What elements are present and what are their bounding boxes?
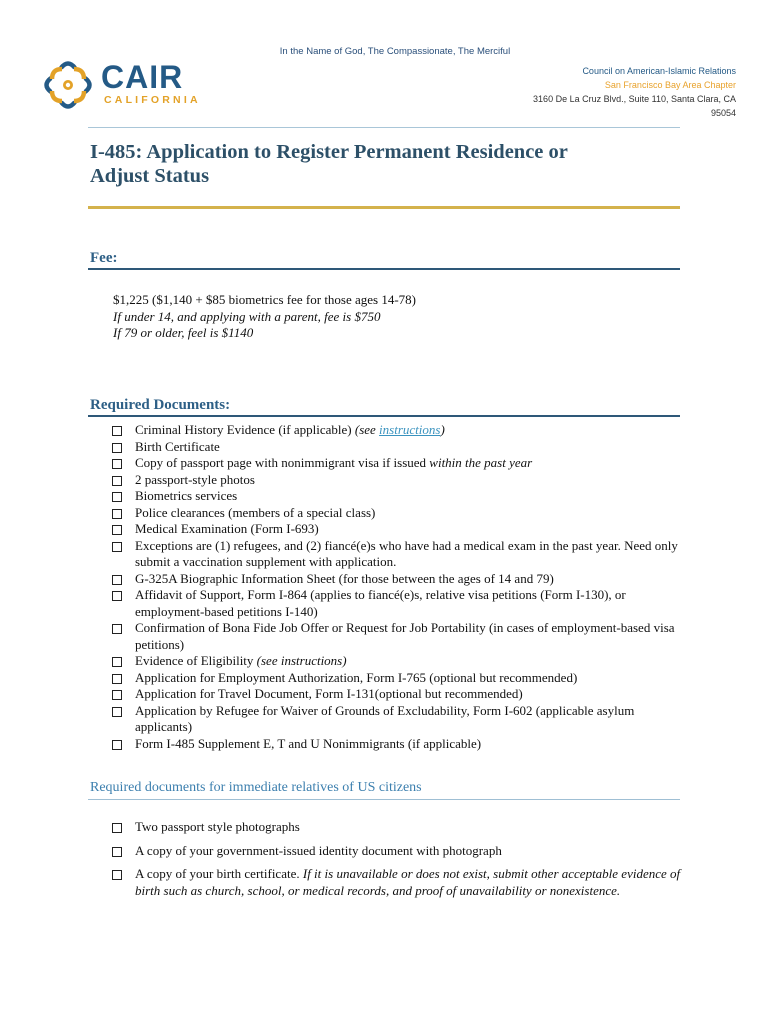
checkbox-icon[interactable] [112, 492, 122, 502]
list-item: Evidence of Eligibility (see instructions) [112, 653, 682, 670]
checkbox-icon[interactable] [112, 657, 122, 667]
org-info [533, 64, 736, 120]
org-address-line1: 3160 De La Cruz Blvd., Suite 110, Santa Clara, CA [533, 94, 736, 104]
org-address-line2: 95054 [710, 108, 736, 118]
checkbox-icon[interactable] [112, 847, 122, 857]
required-documents-heading: Required Documents: [90, 397, 231, 413]
list-item: Application by Refugee for Waiver of Grounds of Excludability, Form I-602 (applicable asylum applicants) [112, 703, 682, 736]
fee-heading: Fee: [90, 250, 118, 266]
cair-logo [44, 58, 204, 110]
logo-wordmark: CAIR [101, 59, 184, 95]
list-item: Application for Employment Authorization, Form I-765 (optional but recommended) [112, 670, 682, 687]
checkbox-icon[interactable] [112, 575, 122, 585]
checkbox-icon[interactable] [112, 459, 122, 469]
list-item: Birth Certificate [112, 439, 682, 456]
checkbox-icon[interactable] [112, 476, 122, 486]
header-divider [88, 127, 680, 128]
org-name: Council on American-Islamic Relations [582, 66, 736, 76]
checkbox-icon[interactable] [112, 509, 122, 519]
list-item: Form I-485 Supplement E, T and U Nonimmigrants (if applicable) [112, 736, 682, 753]
list-item: Medical Examination (Form I-693) [112, 521, 682, 538]
checkbox-icon[interactable] [112, 525, 122, 535]
list-item: Application for Travel Document, Form I-131(optional but recommended) [112, 686, 682, 703]
fee-heading-rule [88, 268, 680, 270]
relatives-heading: Required documents for immediate relatives of US citizens [90, 780, 422, 795]
fee-under-14: If under 14, and applying with a parent, fee is $750 [113, 308, 381, 324]
list-item: A copy of your birth certificate. If it is unavailable or does not exist, submit other acceptable evidence of birth such as church, school, or medical records, and proof of unavailability or nonexistence. [112, 866, 682, 899]
checkbox-icon[interactable] [112, 690, 122, 700]
list-item: Exceptions are (1) refugees, and (2) fiancé(e)s who have had a medical exam in the past year. Need only submit a vaccination supplement with application. [112, 538, 682, 571]
checkbox-icon[interactable] [112, 740, 122, 750]
checkbox-icon[interactable] [112, 674, 122, 684]
relatives-heading-rule [88, 799, 680, 800]
instructions-link[interactable]: instructions [379, 422, 441, 437]
motto: In the Name of God, The Compassionate, The Merciful [279, 46, 511, 57]
title-divider [88, 206, 680, 209]
list-item: A copy of your government-issued identity document with photograph [112, 843, 682, 860]
title-line1: I-485: Application to Register Permanent Residence or [90, 141, 568, 163]
checkbox-icon[interactable] [112, 542, 122, 552]
list-item: Confirmation of Bona Fide Job Offer or Request for Job Portability (in cases of employment-based visa petitions) [112, 620, 682, 653]
list-item: Police clearances (members of a special class) [112, 505, 682, 522]
checkbox-icon[interactable] [112, 426, 122, 436]
org-chapter: San Francisco Bay Area Chapter [604, 80, 736, 90]
page-title [90, 140, 650, 188]
list-item: Copy of passport page with nonimmigrant visa if issued within the past year [112, 455, 682, 472]
logo-subtitle: CALIFORNIA [104, 94, 201, 106]
list-item: Affidavit of Support, Form I-864 (applies to fiancé(e)s, relative visa petitions (Form I-130), or employment-based petitions I-140) [112, 587, 682, 620]
relatives-documents-list [112, 819, 682, 906]
fee-over-79: If 79 or older, feel is $1140 [113, 325, 254, 340]
title-line2: Adjust Status [90, 165, 210, 187]
cair-star-icon [44, 58, 94, 110]
list-item: Biometrics services [112, 488, 682, 505]
required-documents-list [112, 422, 682, 752]
fee-main: $1,225 ($1,140 + $85 biometrics fee for those ages 14-78) [113, 292, 417, 307]
checkbox-icon[interactable] [112, 443, 122, 453]
checkbox-icon[interactable] [112, 823, 122, 833]
checkbox-icon[interactable] [112, 707, 122, 717]
fee-block [113, 292, 416, 342]
required-heading-rule [88, 415, 680, 417]
list-item: 2 passport-style photos [112, 472, 682, 489]
list-item: G-325A Biographic Information Sheet (for those between the ages of 14 and 79) [112, 571, 682, 588]
checkbox-icon[interactable] [112, 870, 122, 880]
checkbox-icon[interactable] [112, 591, 122, 601]
checkbox-icon[interactable] [112, 624, 122, 634]
list-item: Two passport style photographs [112, 819, 682, 836]
list-item: Criminal History Evidence (if applicable) (see instructions) [112, 422, 682, 439]
